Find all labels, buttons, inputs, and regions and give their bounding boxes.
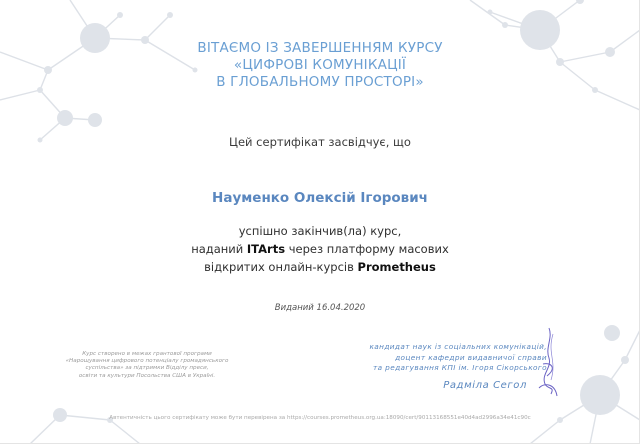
grant-note-line: суспільства» за підтримки Відділу преси, bbox=[85, 365, 209, 372]
verification-footer: Автентичність цього сертифікату може бути перевірена за https://courses.prometheus.org.ua:18090/cert/90113168551e40d4ad2996a34e41c90c bbox=[109, 415, 531, 421]
certificate-intro: Цей сертифікат засвідчує, що bbox=[229, 135, 411, 149]
recipient-name: Науменко Олексій Ігорович bbox=[212, 190, 428, 206]
issued-date: Виданий 16.04.2020 bbox=[274, 303, 366, 313]
grant-note-line: освіти та культури Посольства США в Україні. bbox=[78, 372, 216, 379]
signer-name: Радміла Сегол bbox=[443, 380, 527, 391]
course-title bbox=[0, 40, 640, 91]
signer-line: доцент кафедри видавничої справи bbox=[395, 352, 547, 362]
body-line-3 bbox=[0, 258, 640, 276]
grant-note bbox=[52, 351, 242, 380]
certificate-body bbox=[0, 222, 640, 276]
course-title-line: ВІТАЄМО ІЗ ЗАВЕРШЕННЯМ КУРСУ bbox=[197, 40, 443, 56]
body-line-1: успішно закінчив(ла) курс, bbox=[238, 224, 402, 238]
body-line-3-prefix: відкритих онлайн-курсів bbox=[204, 260, 358, 274]
grant-note-line: Курс створено в межах грантової програми bbox=[82, 351, 212, 357]
signer-credentials bbox=[337, 342, 547, 374]
signer-line: та редагування КПІ ім. Ігоря Сікорського bbox=[372, 363, 547, 372]
provider-name: ITArts bbox=[246, 242, 286, 256]
grant-note-line: «Нарощування цифрового потенціалу громадянського bbox=[65, 358, 229, 365]
platform-name: Prometheus bbox=[357, 260, 436, 274]
signature-mark bbox=[527, 324, 567, 404]
signer-line: кандидат наук із соціальних комунікацій, bbox=[369, 342, 547, 351]
course-title-line: В ГЛОБАЛЬНОМУ ПРОСТОРІ» bbox=[216, 74, 424, 90]
body-line-2-prefix: наданий bbox=[191, 242, 247, 256]
body-line-2-suffix: через платформу масових bbox=[285, 242, 449, 256]
course-title-line: «ЦИФРОВІ КОМУНІКАЦІЇ bbox=[233, 57, 407, 73]
body-line-2 bbox=[0, 240, 640, 258]
